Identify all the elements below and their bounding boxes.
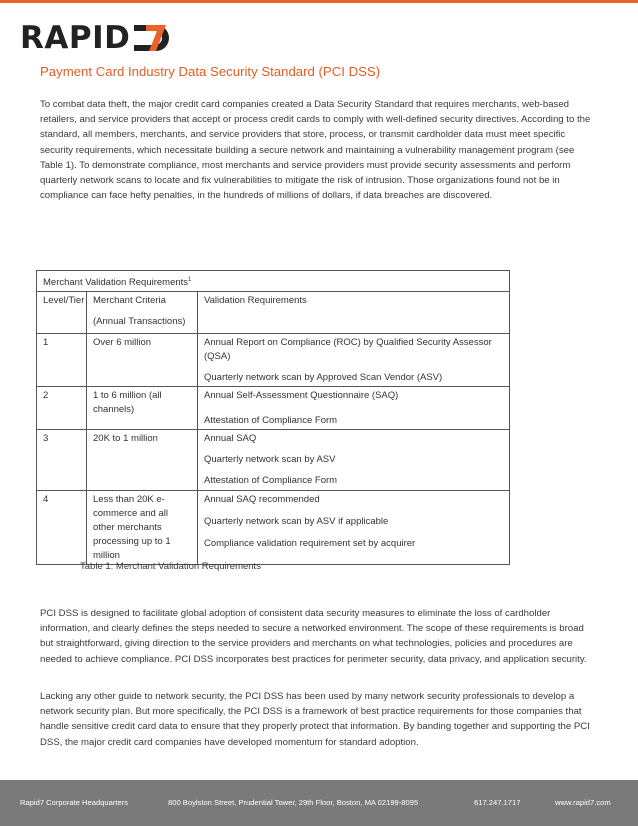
footer-address: 800 Boylston Street, Prudential Tower, 29th Floor, Boston, MA 02199-8095 [168,798,419,807]
row-requirements: Annual SAQ recommended Quarterly network scan by ASV if applicable Compliance validation requirement set by acquirer [198,491,510,565]
row-criteria: 1 to 6 million (all channels) [87,387,198,430]
table-row [37,491,510,565]
table-row [37,430,510,491]
table-header-row [37,292,510,334]
row-criteria: Less than 20K e-commerce and all other merchants processing up to 1 million [87,491,198,565]
merchant-validation-table [36,270,510,565]
row-criteria: Over 6 million [87,334,198,387]
footer-phone: 617.247.1717 [474,798,521,807]
table-title-row [37,271,510,292]
footer-website-link[interactable]: www.rapid7.com [555,798,611,807]
logo-seven-mark-icon [132,23,172,53]
row-requirements: Annual Self-Assessment Questionnaire (SAQ) Attestation of Compliance Form [198,387,510,430]
row-level: 2 [37,387,87,430]
pci-dss-paragraph: PCI DSS is designed to facilitate global adoption of consistent data security measures to eliminate the loss of cardholder information, and clearly defines the steps needed to secure a networked environment. The scope of these requirements is broad but straightforward, giving direction to the service providers and merchants on what technologies, policies and procedures are needed to achieve compliance. PCI DSS incorporates best practices for perimeter security, data privacy, and application security. [40,608,587,665]
table-row [37,387,510,430]
header-criteria: Merchant Criteria (Annual Transactions) [87,292,198,334]
table-row [37,334,510,387]
intro-paragraph: To combat data theft, the major credit card companies created a Data Security Standard that requires merchants, web-based retailers, and service providers that accept or process credit cards to comply with well-defined security directives. According to the standard, all members, merchants, and service providers that store, process, or transmit cardholder data must meet specific security requirements, which necessitate building a secure network and maintaining a vulnerability management program (see Table 1). To demonstrate compliance, most merchants and service providers must provide security assessments and perform quarterly network scans to locate and fix vulnerabilities to mitigate the risk of intrusion. Those organizations found not be in compliance can face hefty penalties, in the hundreds of millions of dollars, if data breaches are discovered. [40,99,591,202]
logo-wordmark: RAPID [20,20,131,56]
table-caption: Table 1: Merchant Validation Requirements [80,561,261,572]
row-level: 3 [37,430,87,491]
footer-hq: Rapid7 Corporate Headquarters [20,798,129,807]
network-security-paragraph: Lacking any other guide to network security, the PCI DSS has been used by many network security professionals to develop a network security plan. But more specifically, the PCI DSS is a framework of best practice requirements for those companies that handle sensitive credit card data to ensure that they properly protect that information. By banding together and supporting the PCI DSS, the major credit card companies have developed momentum for standard adoption. [40,691,590,748]
header-requirements: Validation Requirements [198,292,510,334]
row-criteria: 20K to 1 million [87,430,198,491]
table-title: Merchant Validation Requirements$^1$ [37,271,510,292]
page-heading: Payment Card Industry Data Security Standard (PCI DSS) [40,64,381,79]
row-requirements: Annual SAQ Quarterly network scan by ASV Attestation of Compliance Form [198,430,510,491]
row-level: 1 [37,334,87,387]
rapid7-logo [20,22,172,54]
top-accent-bar [0,0,638,3]
page-footer [0,780,638,826]
row-requirements: Annual Report on Compliance (ROC) by Qualified Security Assessor (QSA) Quarterly network scan by Approved Scan Vendor (ASV) [198,334,510,387]
header-level: Level/Tier [37,292,87,334]
row-level: 4 [37,491,87,565]
